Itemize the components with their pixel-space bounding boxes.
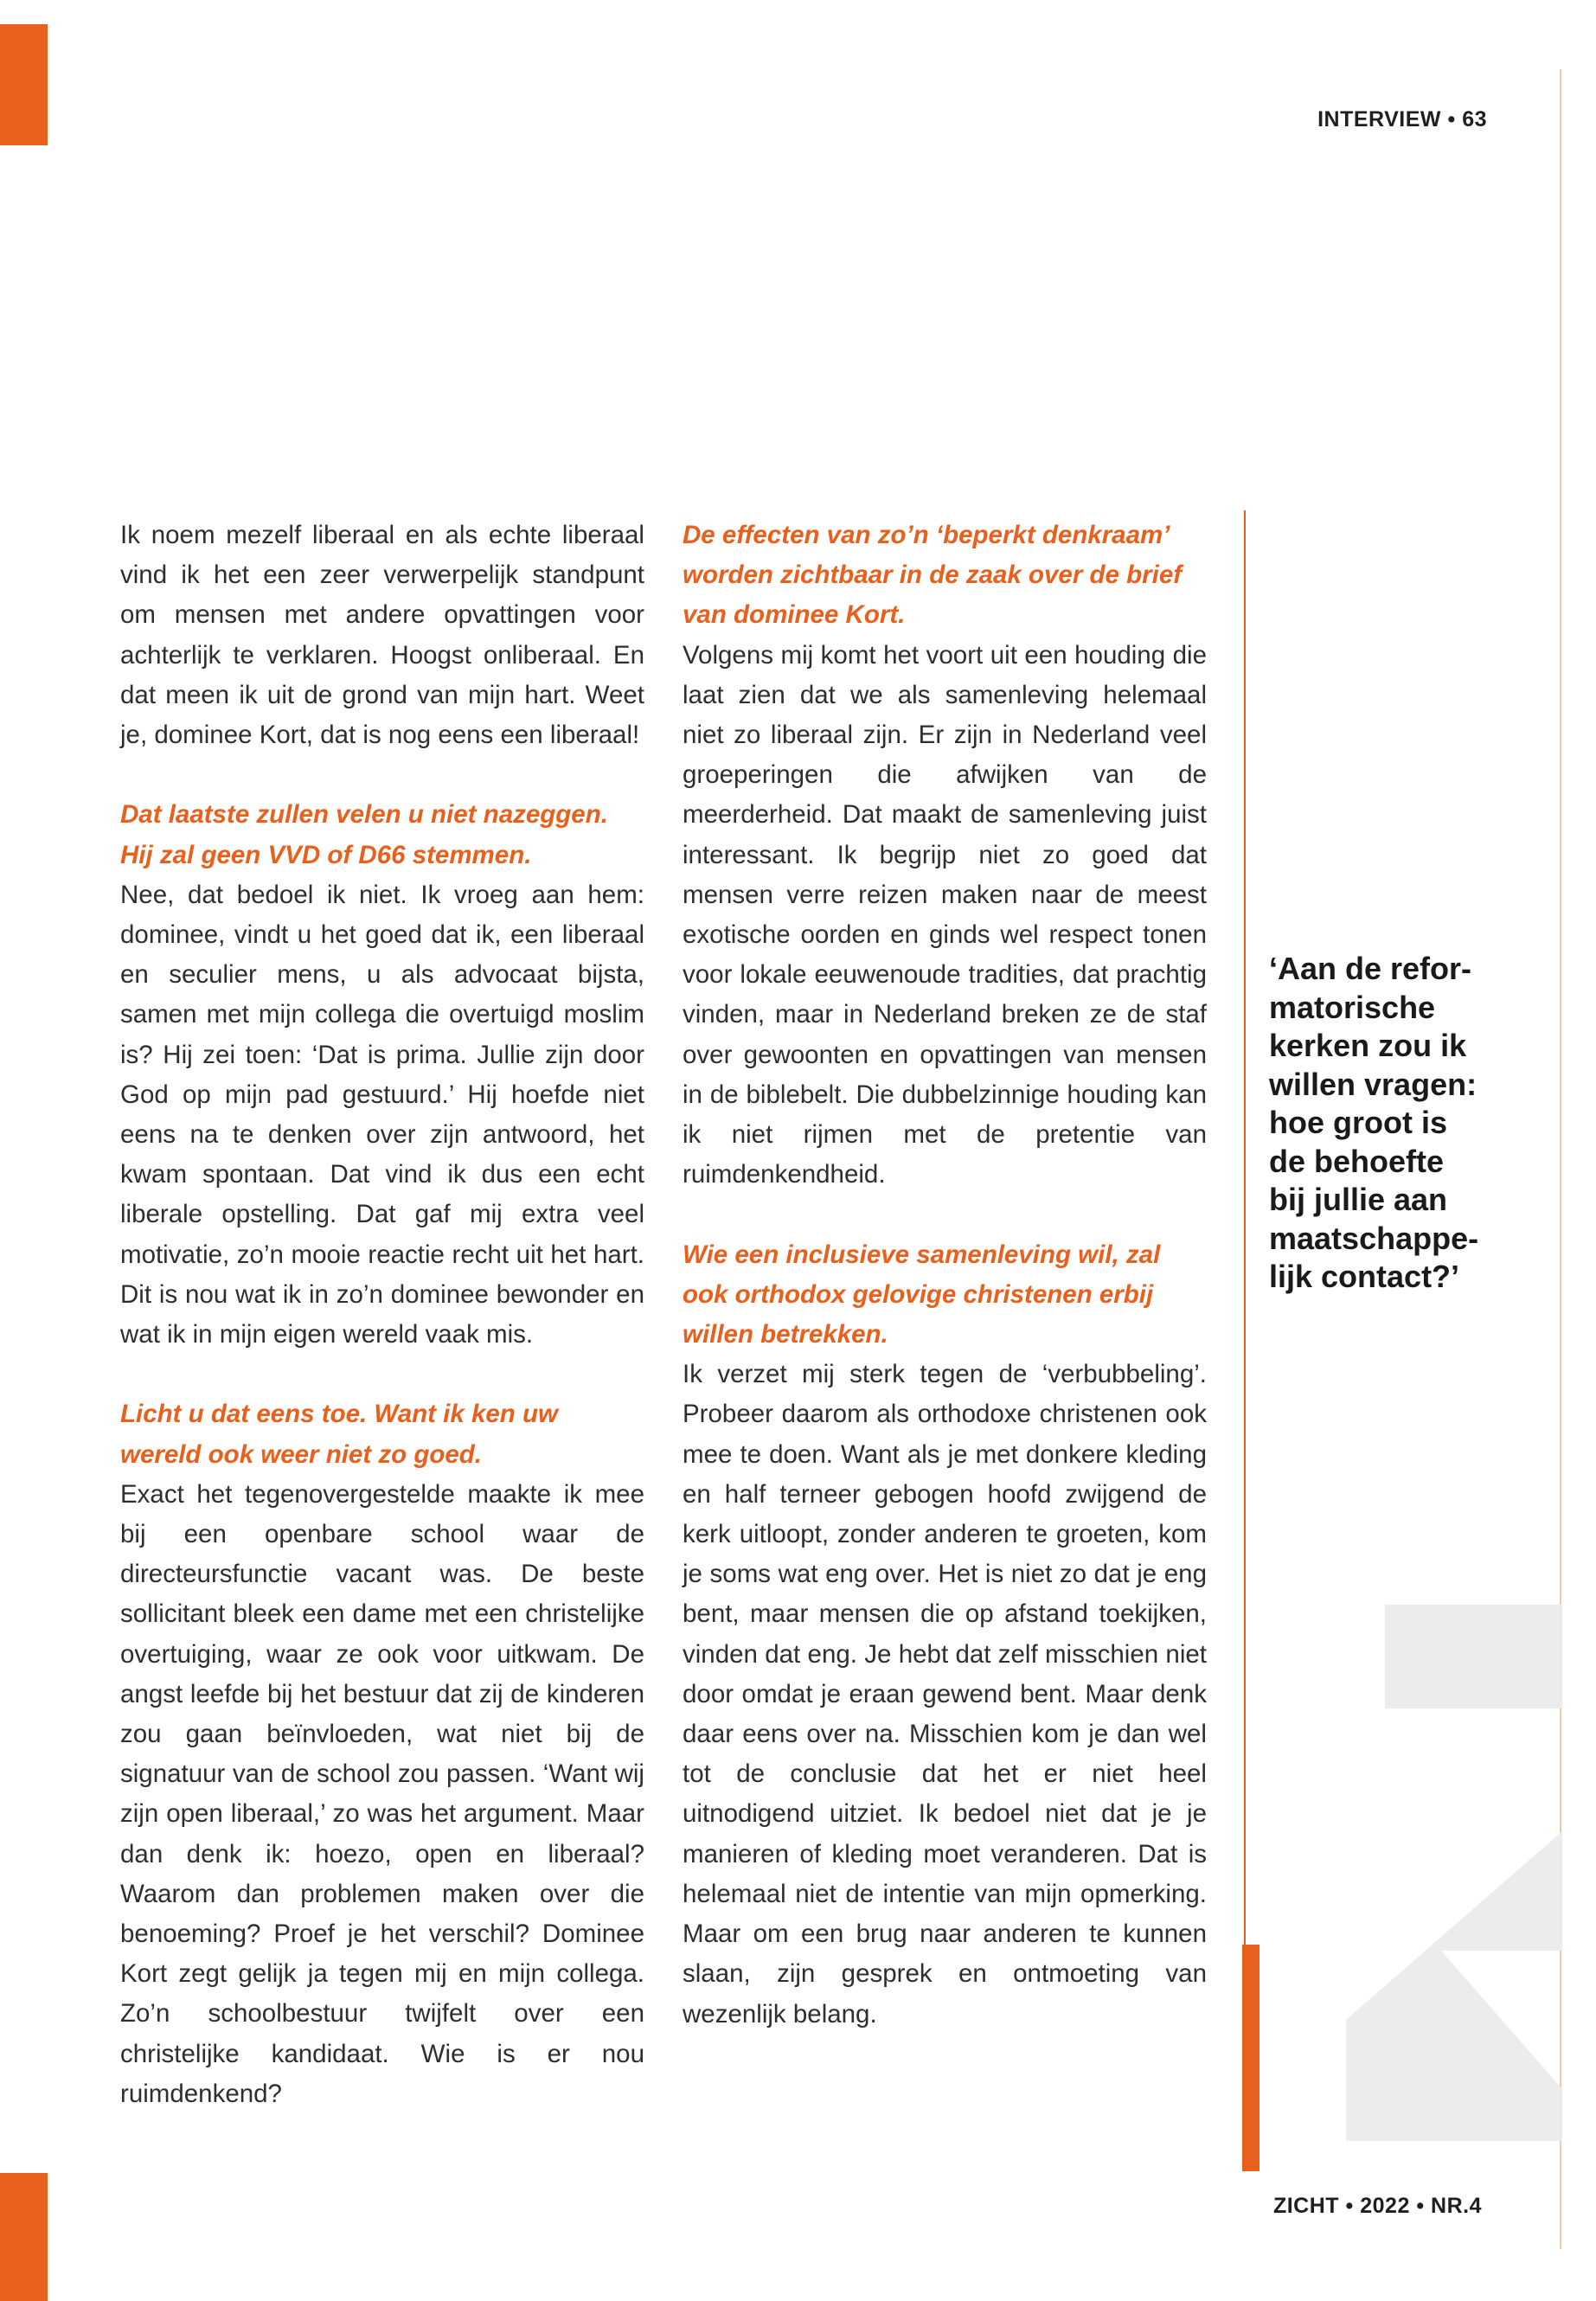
question-line: Licht u dat eens toe. Want ik ken uw (120, 1400, 558, 1429)
interview-question-3 (683, 516, 1207, 636)
paragraph-intro: Ik noem mezelf liberaal en als echte liberaal vind ik het een zeer verwerpelijk standpunt om mensen met andere opvattingen voor achterlijk te verklaren. Hoogst onliberaal. En dat meen ik uit de grond van mijn hart. Weet je, dominee Kort, dat is nog eens een liberaal! (120, 521, 644, 750)
column-divider-accent-bar (1242, 1945, 1259, 2171)
issue-year: 2022 (1360, 2194, 1410, 2218)
question-line: ook orthodox gelovige christenen erbij (683, 1279, 1154, 1309)
interview-question-2 (120, 1394, 644, 1474)
running-header (1317, 107, 1487, 132)
question-line: Hij zal geen VVD of D66 stemmen. (120, 840, 532, 869)
pull-quote-line: matorische (1269, 989, 1436, 1025)
answer-paragraph-3: Volgens mij komt het voort uit een houding die laat zien dat we als samenleving helemaal niet zo liberaal zijn. Er zijn in Nederland veel groeperingen die afwijken van de meerderheid. Dat maakt de samenleving juist interessant. Ik begrijp niet zo goed dat mensen verre reizen maken naar de meest exotische oorden en ginds wel respect tonen voor lokale eeuwenoude tradities, dat prachtig vinden, maar in Nederland breken ze de staf over gewoonten en opvattingen van mensen in de biblebelt. Die dubbelzinnige houding kan ik niet rijmen met de pretentie van ruimdenkendheid. (683, 640, 1207, 1189)
pull-quote (1269, 950, 1529, 1297)
decorative-z-shape (1346, 1605, 1562, 2141)
answer-paragraph-4: Ik verzet mij sterk tegen de ‘verbubbeling’. Probeer daarom als orthodoxe christenen ook mee te doen. Want als je met donkere kleding en half terneer gebogen hoofd zwijgend de kerk uitloopt, zonder anderen te groeten, kom je soms wat eng over. Het is niet zo dat je eng bent, maar mensen die op afstand toekijken, vinden dat eng. Je hebt dat zelf misschien niet door omdat je eraan gewend bent. Maar denk daar eens over na. Misschien kom je dan wel tot de conclusie dat het er niet heel uitnodigend uitziet. Ik bedoel niet dat je je manieren of kleding moet veranderen. Dat is helemaal niet de intentie van mijn opmerking. Maar om een brug naar anderen te kunnen slaan, zijn gesprek en ontmoeting van wezenlijk belang. (683, 1360, 1207, 2029)
question-line: willen betrekken. (683, 1320, 888, 1349)
pull-quote-line: bij jullie aan (1269, 1182, 1448, 1217)
issue-number: NR.4 (1431, 2194, 1482, 2218)
orange-edge-tab-top (0, 24, 48, 145)
question-line: Dat laatste zullen velen u niet nazeggen. (120, 800, 608, 830)
header-separator: • (1447, 107, 1456, 131)
question-line: wereld ook weer niet zo goed. (120, 1439, 482, 1469)
pull-quote-line: lijk contact?’ (1269, 1259, 1460, 1294)
pull-quote-line: maatschappe- (1269, 1220, 1479, 1256)
footer-separator: • (1416, 2194, 1425, 2218)
answer-paragraph-1: Nee, dat bedoel ik niet. Ik vroeg aan hem: dominee, vindt u het goed dat ik, een liberaal en seculier mens, u als advocaat bijsta, samen met mijn collega die overtuigd moslim is? Hij zei toen: ‘Dat is prima. Jullie zijn door God op mijn pad gestuurd.’ Hij hoefde niet eens na te denken over zijn antwoord, het kwam spontaan. Dat vind ik dus een echt liberale opstelling. Dat gaf mij extra veel motivatie, zo’n mooie reactie recht uit het hart. Dit is nou wat ik in zo’n dominee bewonder en wat ik in mijn eigen wereld vaak mis. (120, 880, 644, 1349)
question-line: worden zichtbaar in de zaak over de brief (683, 561, 1183, 590)
orange-edge-tab-bottom (0, 2173, 48, 2301)
question-line: van dominee Kort. (683, 600, 906, 630)
interview-question-1 (120, 795, 644, 875)
question-line: De effecten van zo’n ‘beperkt denkraam’ (683, 521, 1170, 549)
pull-quote-line: kerken zou ik (1269, 1028, 1467, 1063)
answer-paragraph-2: Exact het tegenovergestelde maakte ik mee bij een openbare school waar de directeursfunctie vacant was. De beste sollicitant bleek een dame met een christelijke overtuiging, waar ze ook voor uitkwam. De angst leefde bij het bestuur dat zij de kinderen zou gaan beïnvloeden, wat niet bij de signatuur van de school zou passen. ‘Want wij zijn open liberaal,’ zo was het argument. Maar dan denk ik: hoezo, open en liberaal? Waarom dan problemen maken over die benoeming? Proef je het verschil? Dominee Kort zegt gelijk ja tegen mij en mijn collega. Zo’n schoolbestuur twijfelt over een christelijke kandidaat. Wie is er nou ruimdenkend? (120, 1479, 644, 2108)
pull-quote-line: willen vragen: (1269, 1066, 1477, 1102)
page-number: 63 (1462, 107, 1487, 131)
running-footer (1273, 2194, 1482, 2219)
question-line: Wie een inclusieve samenleving wil, zal (683, 1240, 1161, 1269)
pull-quote-line: hoe groot is (1269, 1105, 1447, 1140)
text-column-right (683, 516, 1207, 2074)
pull-quote-line: ‘Aan de refor- (1269, 951, 1472, 986)
column-divider-rule (1244, 510, 1246, 2171)
pull-quote-line: de behoefte (1269, 1143, 1445, 1179)
text-column-left (120, 516, 644, 2154)
interview-question-4 (683, 1235, 1207, 1356)
footer-separator: • (1345, 2194, 1354, 2218)
section-label: INTERVIEW (1317, 107, 1442, 131)
magazine-name: ZICHT (1272, 2194, 1340, 2218)
